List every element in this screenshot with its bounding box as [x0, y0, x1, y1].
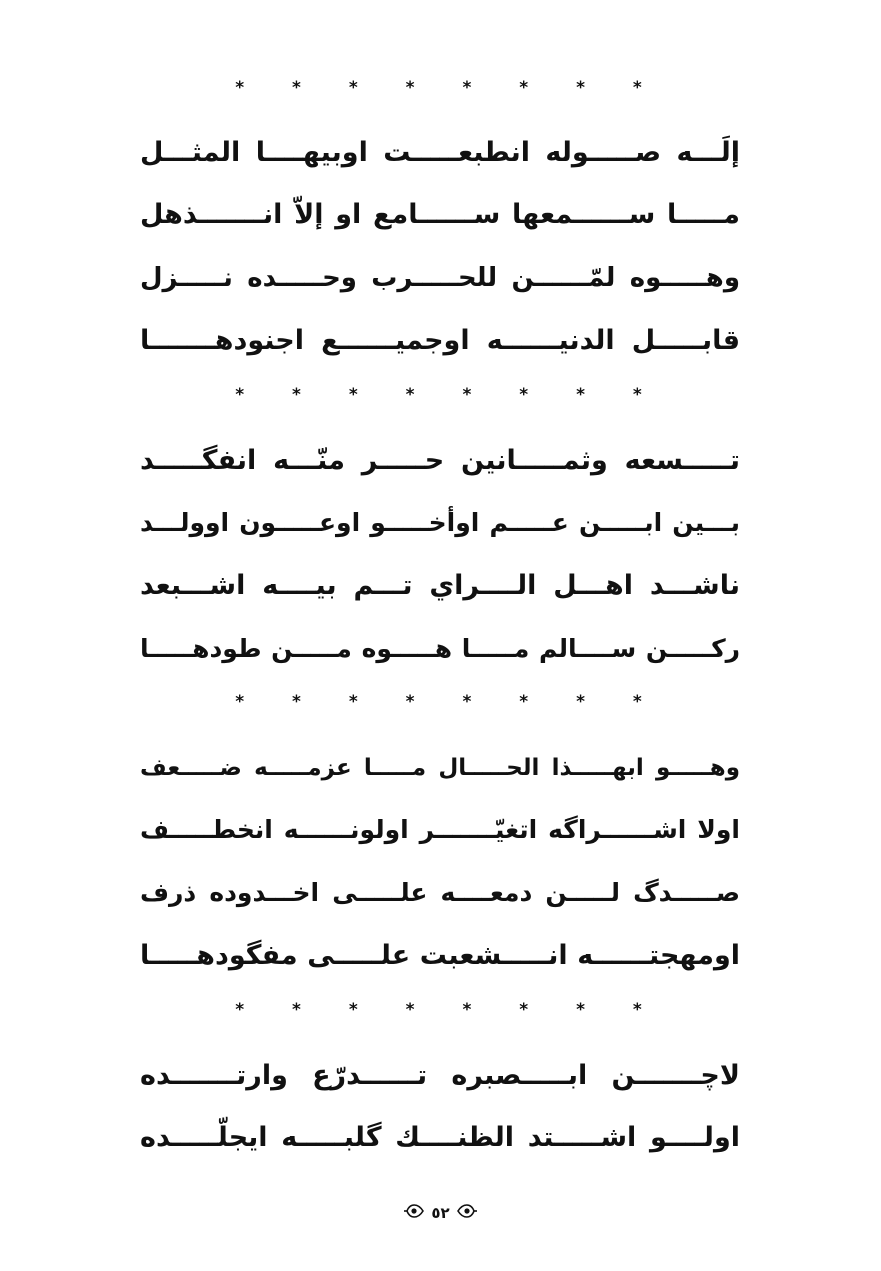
verse-line: بـــين ابـــــن عـــــم اوأخـــــو اوعـــــون اوولـــد — [140, 508, 740, 537]
verse-line: وهـــــوه لمّــــــن للحـــــرب وحـــــده نـــــزل — [140, 263, 740, 293]
page-number — [0, 1200, 881, 1226]
verse-line: اولــــو اشـــــتد الظنــــك گلبـــــه ايجلّـــــده — [140, 1122, 740, 1153]
verse-line: اولا اشــــــراگه اتغيّـــــــر اولونــــــه انخطـــــف — [140, 815, 740, 844]
verse-line: ناشـــد اهـــل الــــراي تـــم بيــــه اشـــبعد — [140, 570, 740, 601]
stanza-separator: * * * * * * * * — [235, 385, 646, 405]
ornament-left-icon — [404, 1200, 424, 1226]
ornament-right-icon — [457, 1200, 477, 1226]
stanza-separator: * * * * * * * * — [235, 1000, 646, 1020]
verse-line: وهـــــو ابهـــــذا الحـــــال مـــــا عزمـــــه ضـــــعف — [140, 755, 740, 781]
page-number-text: ٥٢ — [431, 1204, 450, 1222]
verse-line: ركـــــن ســــالم مـــــا هـــــوه مـــــن طودهـــــا — [140, 634, 740, 663]
verse-line: لاچـــــــن ابـــــصبره تــــــدرّع وارتـــــــده — [140, 1060, 740, 1091]
verse-line: صـــــدگ لـــــن دمعــــه علـــــى اخـــدوده ذرف — [140, 878, 740, 907]
stanza-separator: * * * * * * * * — [235, 78, 646, 98]
verse-line: تـــــسعه وثمـــــانين حـــــر منّـــه انفگـــــد — [140, 445, 740, 476]
verse-line: اومهجتــــــه انـــــشعبت علـــــى مفگودهـــــا — [140, 940, 740, 971]
verse-line: مـــــا ســــــمعها ســــــامع او إلاّ انـــــــذهل — [140, 199, 740, 230]
stanza-separator: * * * * * * * * — [235, 692, 646, 712]
verse-line: قابـــــل الدنيــــــه اوجميــــــع اجنودهـــــــا — [140, 325, 740, 356]
verse-line: إلَـــه صـــــوله انطبعـــــت اوبيهــــا المثـــل — [140, 137, 740, 168]
